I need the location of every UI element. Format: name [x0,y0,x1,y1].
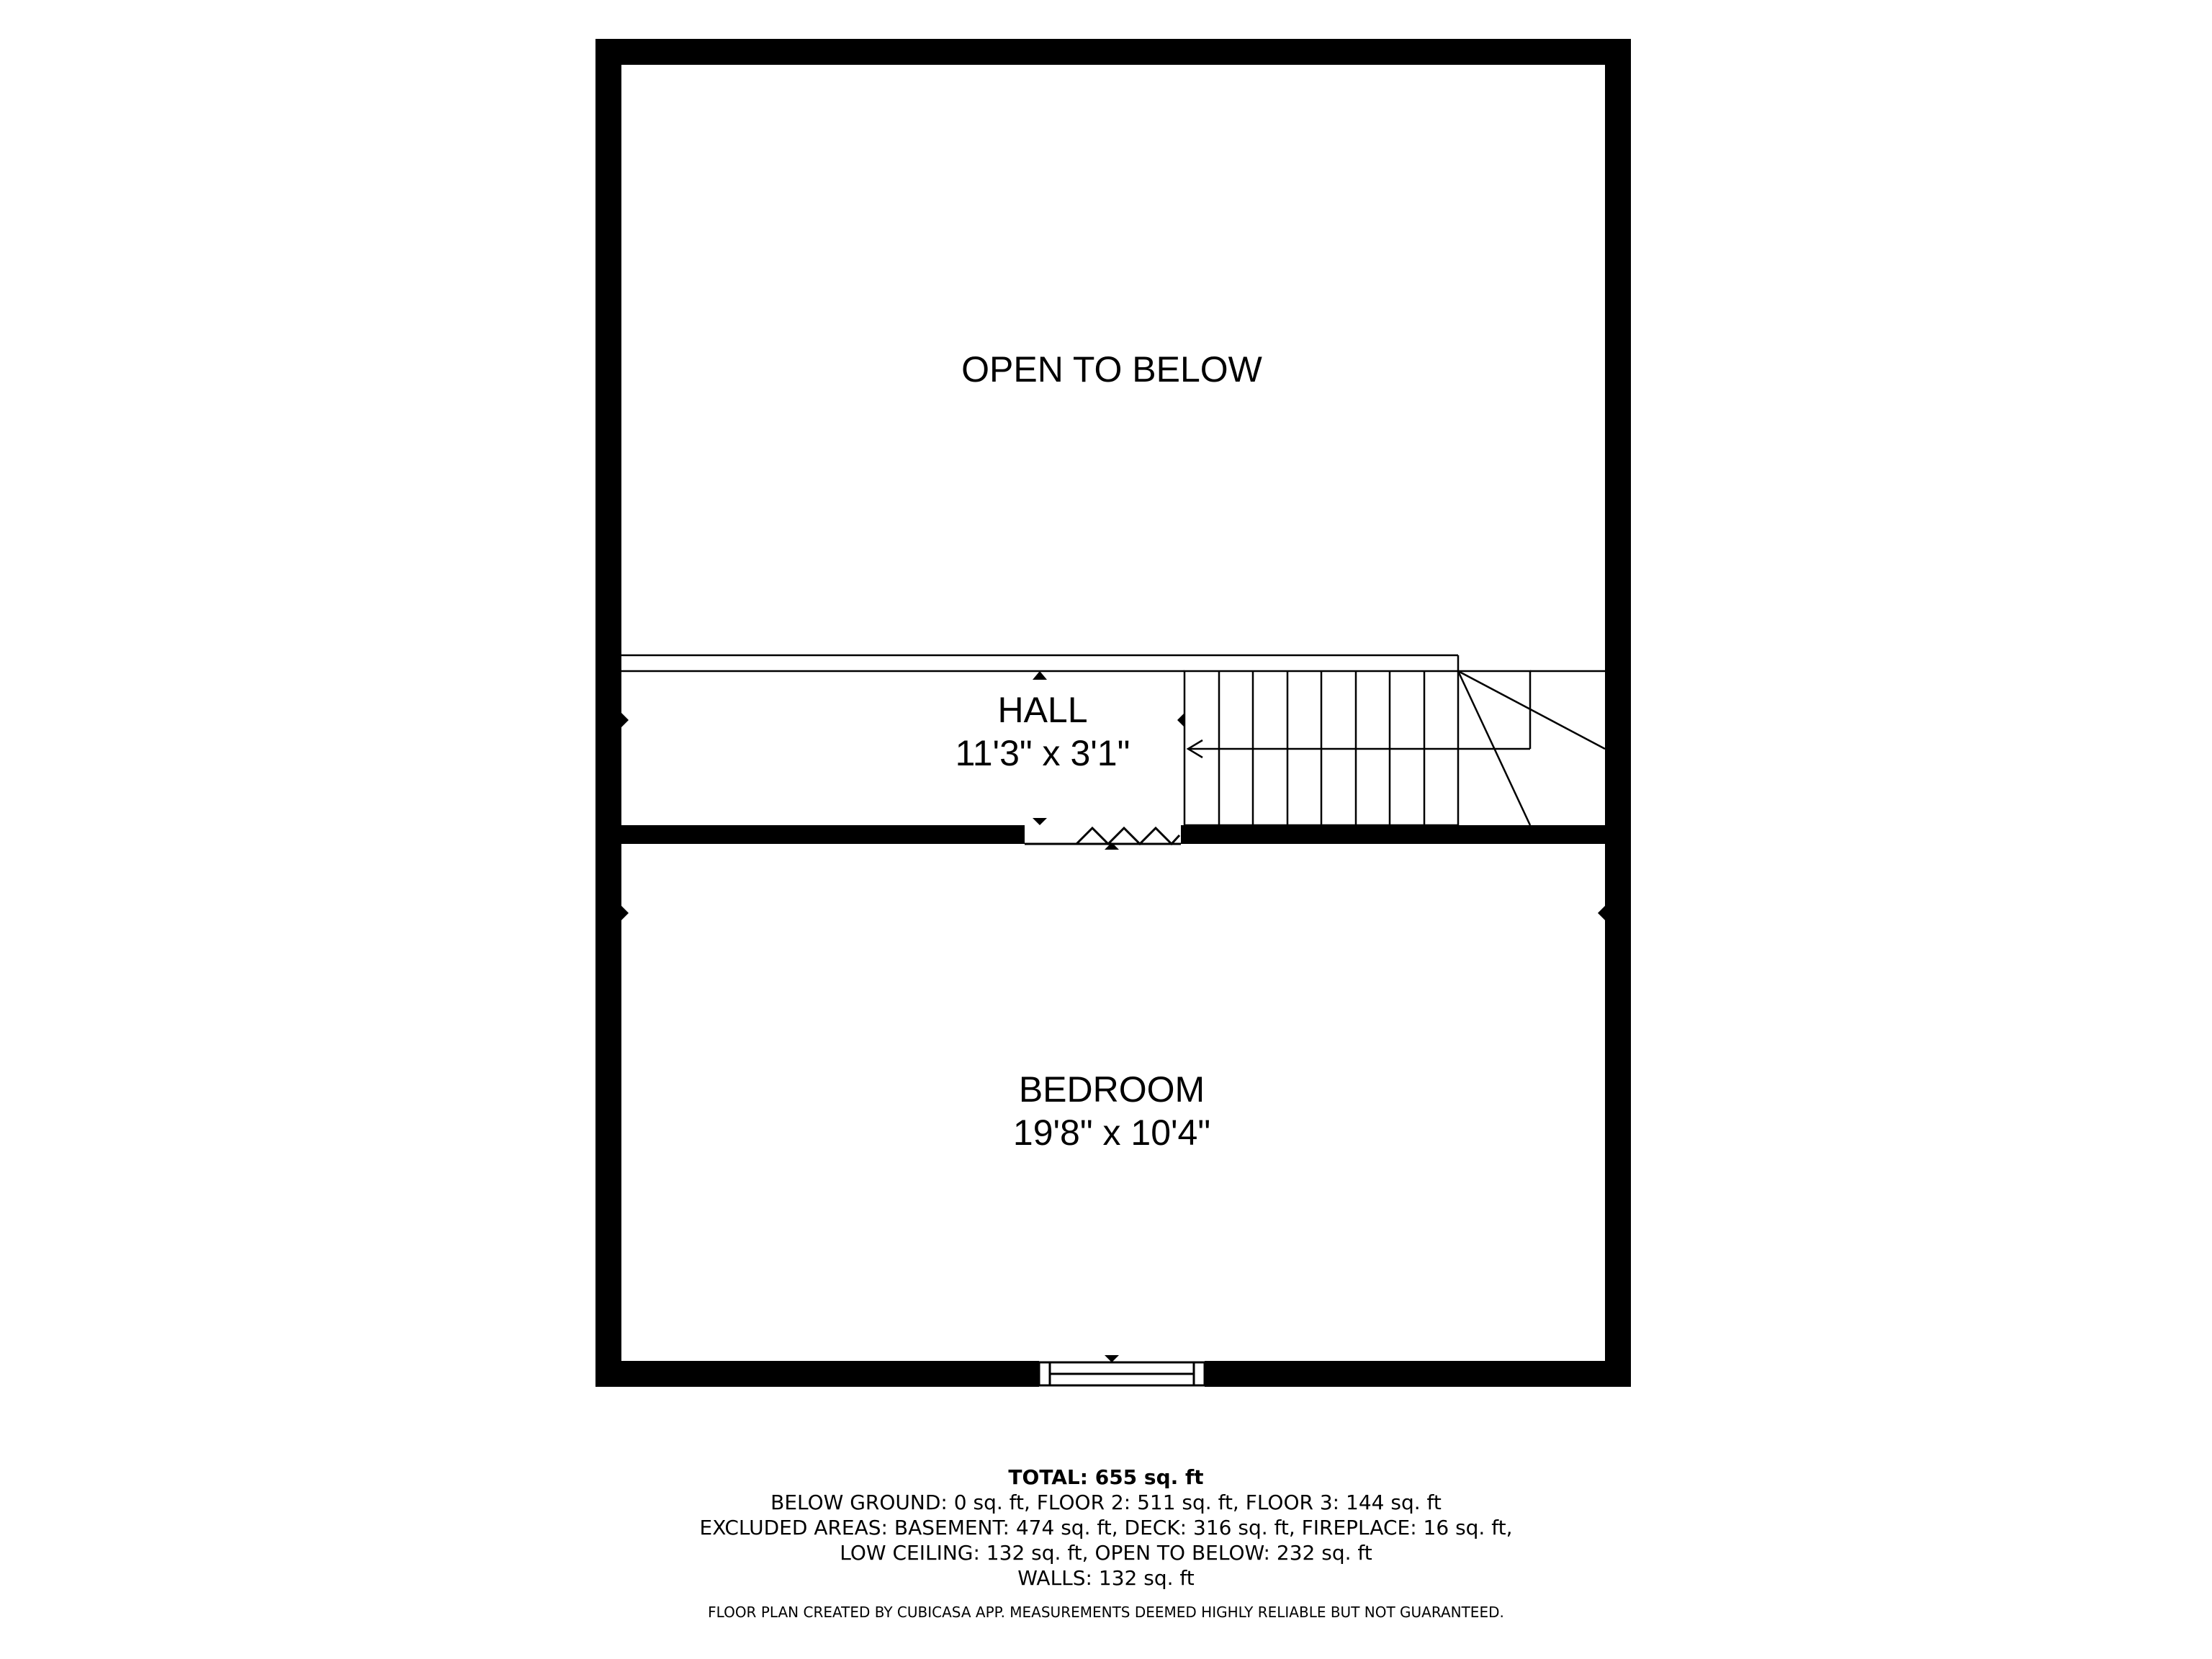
summary-line-low-ceiling: LOW CEILING: 132 sq. ft, OPEN TO BELOW: 232 sq. ft [840,1541,1372,1565]
bedroom-right-marker-icon [1598,906,1605,920]
room-hall [956,688,1130,775]
bottom-wall-right [1205,1361,1631,1387]
door-marker-top-icon [1033,818,1047,825]
room-bedroom [1013,1068,1210,1154]
room-name: HALL [997,690,1088,730]
room-name: BEDROOM [1018,1069,1205,1110]
hall-left-marker-icon [621,713,629,727]
disclaimer: FLOOR PLAN CREATED BY CUBICASA APP. MEASUREMENTS DEEMED HIGHLY RELIABLE BUT NOT GUARANTEED. [708,1604,1504,1621]
hall-top-marker-icon [1033,671,1047,680]
staircase [1184,671,1605,825]
room-name: OPEN TO BELOW [961,349,1262,390]
left-wall [595,39,621,1387]
room-open-to-below [961,348,1262,391]
hall-right-marker-icon [1177,713,1184,727]
bifold-door [1025,825,1181,844]
railing [621,655,1458,671]
summary-line-walls: WALLS: 132 sq. ft [1017,1566,1195,1590]
bedroom-left-marker-icon [621,906,629,920]
room-dimensions: 19'8" x 10'4" [1012,1112,1211,1153]
summary-line-excluded: EXCLUDED AREAS: BASEMENT: 474 sq. ft, DECK: 316 sq. ft, FIREPLACE: 16 sq. ft, [699,1516,1513,1539]
bottom-wall-left [595,1361,1039,1387]
right-wall [1605,39,1631,1387]
room-dimensions: 11'3" x 3'1" [955,733,1130,773]
window [1039,1362,1205,1385]
total-area: TOTAL: 655 sq. ft [1008,1465,1204,1489]
summary-line-floors: BELOW GROUND: 0 sq. ft, FLOOR 2: 511 sq. ft, FLOOR 3: 144 sq. ft [770,1491,1442,1514]
top-wall [595,39,1631,65]
area-summary [0,1465,2212,1591]
